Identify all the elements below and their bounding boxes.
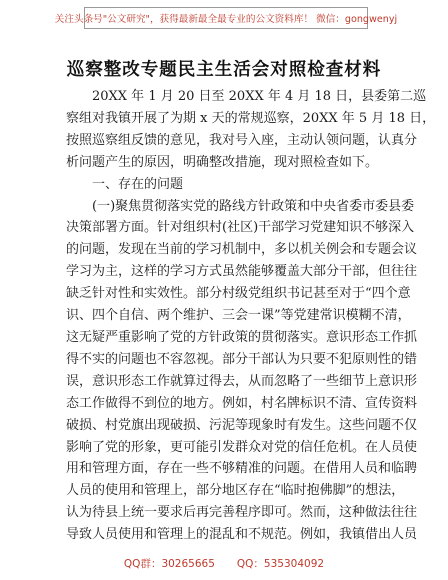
body-line: 决策部署方面。针对组织村(社区)干部学习党建知识不够深入	[66, 220, 415, 236]
promo-banner-text: 关注头条号"公文研究"，获得最新最全最专业的公文资料库！ 微信：gongwenyj	[54, 14, 398, 25]
body-line: 这无疑严重影响了党的方针政策的贯彻落实。意识形态工作抓	[66, 329, 418, 345]
body-line: 导致人员使用和管理上的混乱和不规范。例如，我镇借出人员	[66, 527, 418, 543]
body-line: 缺乏针对性和实效性。部分村级党组织书记甚至对于“四个意	[66, 286, 411, 302]
body-line: 认为待县上统一要求后再完善程序即可。然而，这种做法往往	[66, 505, 418, 521]
body-line: 按照巡察组反馈的意见，我对号入座，主动认领问题，认真分	[66, 132, 418, 148]
body-line: 得不实的问题也不容忽视。部分干部认为只要不犯原则性的错	[66, 351, 418, 367]
body-line: 破损、村党旗出现破损、污泥等现象时有发生。这些问题不仅	[66, 417, 418, 433]
body-line: 态工作做得不到位的地方。例如，村名牌标识不清、宣传资料	[66, 395, 418, 411]
document-body	[66, 86, 436, 546]
body-line: 误，意识形态工作就算过得去，从而忽略了一些细节上意识形	[66, 373, 418, 389]
footer-qq: QQ：535304092	[236, 558, 325, 570]
body-line: (一)聚焦贯彻落实党的路线方针政策和中央省委市委县委	[92, 198, 415, 214]
body-line: 学习为主，这样的学习方式虽然能够覆盖大部分干部，但往往	[66, 264, 418, 280]
promo-banner	[54, 7, 398, 29]
body-line: 察组对我镇开展了为期 x 天的常规巡察，20XX 年 5 月 18 日，	[66, 110, 436, 126]
body-line: 人员的使用和管理上，部分地区存在“临时抱佛脚”的想法，	[66, 483, 405, 499]
body-line: 识、四个自信、两个维护、三会一课”等党建常识模糊不清，	[66, 308, 411, 324]
body-line: 20XX 年 1 月 20 日至 20XX 年 4 月 18 日，县委第二巡	[92, 89, 427, 104]
document-title: 巡察整改专题民主生活会对照检查材料	[66, 60, 382, 80]
section-heading: 一、存在的问题	[92, 176, 184, 192]
footer-qq-group: QQ群：30265665	[123, 558, 215, 570]
body-line: 析问题产生的原因，明确整改措施，现对照检查如下。	[66, 154, 379, 170]
footer-contact	[0, 556, 448, 571]
body-line: 影响了党的形象，更可能引发群众对党的信任危机。在人员使	[66, 439, 418, 455]
body-line: 用和管理方面，存在一些不够精准的问题。在借用人员和临聘	[66, 461, 418, 477]
body-line: 的问题，发现在当前的学习机制中，多以机关例会和专题会议	[66, 242, 418, 258]
